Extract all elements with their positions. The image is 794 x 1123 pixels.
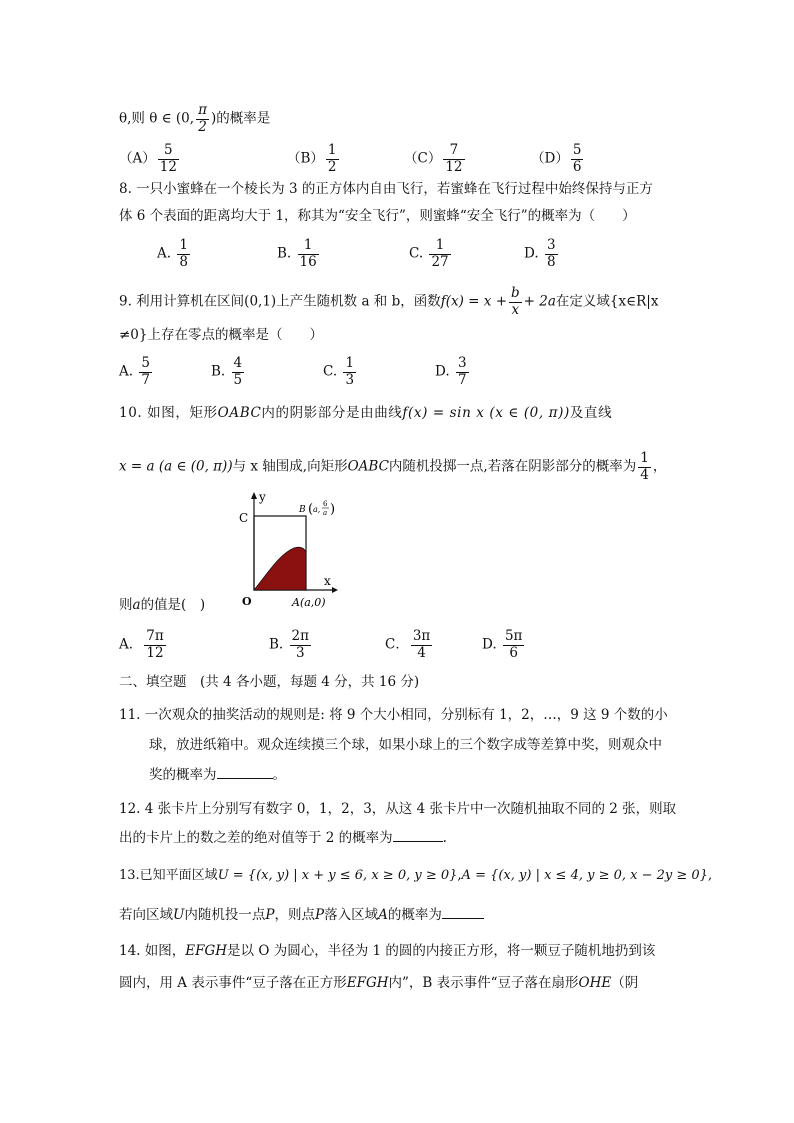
option-label: B.	[211, 363, 226, 380]
frac-num: 7π	[146, 628, 164, 644]
q12-line-1: 12. 4 张卡片上分别写有数字 0，1，2，3，从这 4 张卡片中一次随机抽取不同的 2 张，则取	[119, 801, 677, 817]
option-label: D.	[482, 636, 497, 653]
option-label: B.	[277, 245, 292, 262]
option-label: A．	[119, 636, 143, 653]
option-label: （C）	[404, 150, 442, 167]
frac-den: 4	[417, 644, 426, 661]
q14-text: 圆内，用 A 表示事件“豆子落在正方形	[119, 975, 347, 991]
q13-line-1	[119, 869, 712, 882]
x-axis-label: x	[324, 574, 331, 588]
q14-line-1	[119, 945, 655, 959]
q12-answer-blank[interactable]	[393, 841, 443, 842]
option-fraction	[177, 238, 190, 270]
q10-text: 内的阴影部分是由曲线	[261, 405, 403, 421]
option-fraction	[144, 629, 165, 661]
option-label: （D）	[531, 150, 569, 167]
q11-line-2: 球，放进纸箱中。观众连续摸三个球，如果小球上的三个数字成等差算中奖，则观众中	[149, 737, 662, 753]
q7-tail-line	[119, 103, 270, 135]
q10-rect-name: OABC	[347, 458, 389, 475]
frac-num: 5	[572, 142, 582, 158]
option-label: C.	[323, 363, 338, 380]
option-label: D.	[435, 363, 450, 380]
q8-option-c	[409, 238, 453, 270]
q10-curve: f(x) = sin x (x ∈ (0, π))	[402, 405, 570, 421]
q14-text: （阴	[611, 975, 639, 991]
frac-den: 3	[345, 371, 355, 388]
q10-option-d	[482, 629, 526, 661]
origin-label: O	[242, 595, 252, 608]
q14-square: EFGH	[185, 943, 228, 959]
q10-var: a	[132, 597, 141, 613]
frac-num: 3π	[412, 628, 431, 644]
q12-text: 出的卡片上的数之差的绝对值等于 2 的概率为	[119, 830, 393, 846]
option-fraction	[298, 238, 319, 270]
q8-option-b	[277, 238, 321, 270]
q12-line-2	[119, 832, 447, 846]
q10-text: 则	[119, 597, 133, 613]
q10-figure	[236, 490, 346, 615]
option-fraction	[290, 629, 311, 661]
b-coord-close-paren: )	[330, 502, 336, 517]
option-fraction	[443, 143, 464, 175]
option-label: （A）	[119, 150, 156, 167]
option-label: C.	[409, 245, 424, 262]
q10-line-eq: x = a (a ∈ (0, π))	[119, 458, 233, 475]
q11-text: 奖的概率为	[149, 767, 217, 783]
frac-den: 12	[146, 644, 164, 661]
q10-text: 的值是( )	[140, 597, 206, 613]
shaded-region	[254, 547, 306, 590]
option-fraction	[139, 356, 152, 388]
q10-text: 10. 如图，矩形	[119, 405, 218, 421]
q8-line-2: 体 6 个表面的距离均大于 1，称其为“安全飞行”，则蜜蜂“安全飞行”的概率为（ ）	[119, 208, 636, 224]
option-fraction	[503, 629, 524, 661]
option-fraction	[571, 143, 584, 175]
q12-text: .	[442, 830, 447, 846]
frac-den: 12	[159, 158, 177, 175]
b-coord-den: a	[323, 509, 328, 517]
q9-func-part-a: f(x) = x +	[440, 293, 508, 310]
q13-line-2	[119, 909, 484, 923]
q9-option-d	[435, 356, 471, 388]
q9-option-b	[211, 356, 246, 388]
q8-line-1: 8. 一只小蜜蜂在一个棱长为 3 的正方体内自由飞行，若蜜蜂在飞行过程中始终保持与正方	[119, 181, 653, 197]
frac-den: 16	[299, 253, 317, 270]
q10-line-2	[119, 451, 666, 483]
option-label: A.	[119, 363, 134, 380]
q14-text: 14. 如图，	[119, 943, 186, 959]
y-axis-arrow	[251, 492, 257, 499]
q7-option-c	[404, 143, 467, 175]
frac-den: 7	[141, 371, 150, 388]
q10-option-c	[385, 629, 434, 661]
option-fraction	[326, 143, 339, 175]
q7-tail-lead: θ,则 θ ∈ (0,	[119, 110, 195, 127]
q9-lead: 9. 利用计算机在区间(0,1)上产生随机数 a 和 b，函数	[119, 293, 441, 310]
frac-den: 2	[327, 158, 337, 175]
q7-option-a	[119, 143, 181, 175]
frac-num: 7	[443, 143, 464, 160]
b-coord-num: 6	[323, 500, 328, 508]
frac-num: 3	[546, 237, 556, 253]
q13-text: 内随机投一点	[184, 907, 266, 923]
frac-num: 1	[327, 142, 337, 158]
q10-text: 及直线	[569, 405, 613, 421]
frac-den: 6	[572, 158, 582, 175]
q9-func-part-b: + 2a	[523, 293, 556, 310]
b-coord-open-paren: (	[308, 502, 314, 517]
option-label: A.	[157, 245, 172, 262]
q13-text: ,	[707, 868, 713, 883]
frac-num: 1	[179, 237, 188, 253]
y-axis-label: y	[259, 490, 266, 504]
option-fraction	[545, 238, 558, 270]
q9-line-1	[119, 286, 658, 318]
q10-option-b	[269, 629, 313, 661]
q10-question	[119, 599, 205, 613]
frac-den: 5	[233, 371, 243, 388]
frac-num: 1	[429, 238, 450, 255]
q7-option-b	[287, 143, 341, 175]
q14-line-2	[119, 977, 638, 991]
q9-option-c	[323, 356, 358, 388]
q10-rect-name: OABC	[217, 405, 262, 421]
q7-frac-den: 2	[198, 118, 207, 135]
q13-text: ，则点	[274, 907, 315, 923]
frac-num: 3	[457, 355, 467, 371]
q14-square: EFGH	[346, 975, 389, 991]
frac-num: 2π	[291, 628, 309, 644]
q7-frac-num: π	[198, 102, 207, 118]
q9-line-2: ≠0}上存在零点的概率是（ ）	[119, 327, 323, 343]
section-heading: 二、填空题 (共 4 各小题，每题 4 分，共 16 分)	[119, 674, 420, 690]
q10-text: 内随机投掷一点,若落在阴影部分的概率为	[388, 458, 637, 475]
frac-num: 4	[233, 355, 243, 371]
q13-set-a: A = {(x, y) | x ≤ 4, y ≥ 0, x − 2y ≥ 0}	[461, 868, 708, 883]
q14-text: 是以 O 为圆心，半径为 1 的圆的内接正方形，将一颗豆子随机地扔到该	[227, 943, 656, 959]
frac-num: b	[511, 285, 520, 301]
q13-var: U	[173, 907, 185, 923]
q13-text: 13.已知平面区域	[119, 868, 218, 883]
q13-text: 的概率为	[387, 907, 442, 923]
frac-num: 1	[345, 355, 355, 371]
option-label: C．	[385, 636, 409, 653]
q13-answer-blank[interactable]	[442, 918, 484, 919]
q13-text: 若向区域	[119, 907, 173, 923]
q13-text: ,	[457, 868, 462, 883]
q10-line-1	[119, 407, 612, 421]
frac-den: 7	[457, 371, 467, 388]
frac-den: 8	[179, 253, 188, 270]
q7-option-d	[531, 143, 585, 175]
frac-num: 1	[298, 238, 319, 255]
option-fraction	[158, 143, 179, 175]
option-fraction	[232, 356, 245, 388]
q10-text: ，	[652, 458, 667, 475]
frac-den: 27	[431, 253, 449, 270]
q11-answer-blank[interactable]	[217, 778, 273, 779]
frac-num: 5	[158, 143, 179, 160]
point-c-label: C	[239, 511, 249, 525]
frac-num: 1	[640, 450, 649, 466]
q7-tail-end: )的概率是	[210, 110, 271, 127]
option-label: B.	[269, 636, 284, 653]
option-label: D.	[524, 245, 539, 262]
q9-option-a	[119, 356, 154, 388]
q11-line-1: 11. 一次观众的抽奖活动的规则是: 将 9 个大小相同，分别标有 1，2，…，9 这 9 个数的小	[119, 707, 668, 723]
q9-domain: 在定义域{x∈R|x	[555, 293, 659, 310]
option-fraction	[343, 356, 356, 388]
frac-den: 8	[546, 253, 556, 270]
q13-text: 落入区域	[324, 907, 379, 923]
b-coord-a: a,	[313, 505, 321, 514]
frac-den: x	[511, 301, 520, 318]
option-label: （B）	[287, 150, 324, 167]
q11-line-3	[149, 769, 286, 783]
frac-num: 5	[141, 355, 150, 371]
frac-num: 5π	[504, 628, 523, 644]
frac-den: 6	[509, 644, 518, 661]
q8-option-a	[157, 238, 192, 270]
option-fraction	[456, 356, 469, 388]
point-a-label: A(a,0)	[292, 596, 326, 609]
point-b-label: B	[299, 505, 306, 515]
option-fraction	[429, 238, 450, 270]
frac-den: 4	[640, 466, 649, 483]
q14-sector: OHE	[578, 975, 612, 991]
q13-set-u: U = {(x, y) | x + y ≤ 6, x ≥ 0, y ≥ 0}	[217, 868, 458, 883]
q8-option-d	[524, 238, 560, 270]
q10-probability	[638, 451, 651, 483]
frac-den: 3	[295, 644, 305, 661]
option-fraction	[411, 629, 432, 661]
q11-text: 。	[272, 767, 286, 783]
q10-text: 与 x 轴围成,向矩形	[232, 458, 348, 475]
q14-text: 内”，B 表示事件“豆子落在扇形	[388, 975, 579, 991]
q9-func-fraction	[509, 286, 522, 318]
q7-pi-half	[196, 103, 209, 135]
q13-var: P	[314, 907, 325, 923]
x-axis-arrow	[332, 587, 338, 593]
q13-var: P	[265, 907, 275, 923]
frac-den: 12	[445, 158, 463, 175]
q10-option-a	[119, 629, 168, 661]
q13-var: A	[378, 907, 388, 923]
